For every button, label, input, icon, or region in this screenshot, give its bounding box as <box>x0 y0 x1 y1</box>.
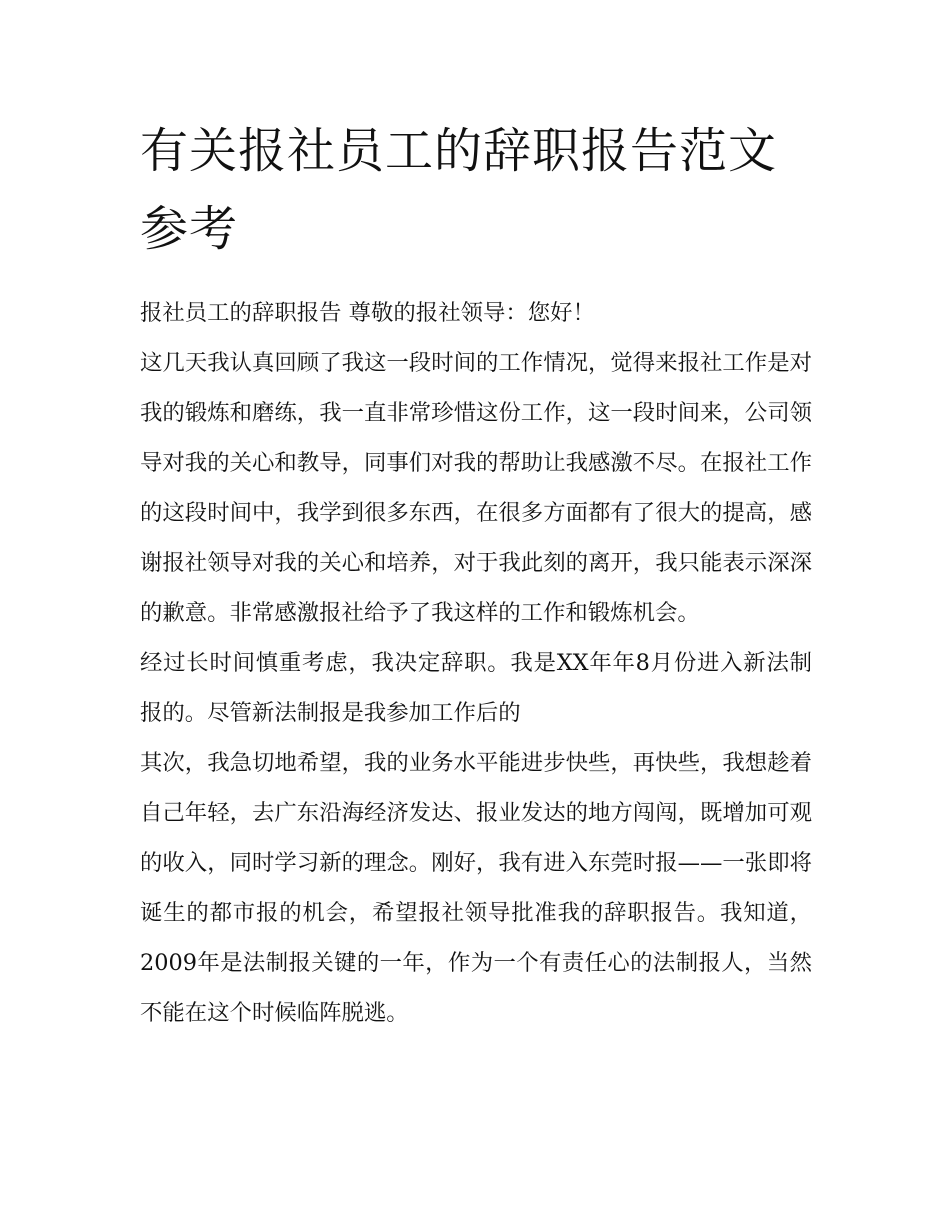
paragraph-greeting: 报社员工的辞职报告 尊敬的报社领导：您好！ <box>140 300 595 326</box>
paragraph-reasons: 其次，我急切地希望，我的业务水平能进步快些，再快些，我想趁着自己年轻，去广东沿海经济发达、报业发达的地方闯闯，既增加可观的收入，同时学习新的理念。刚好，我有进入东莞时报——一张即将诞生的都市报的机会，希望报社领导批准我的辞职报告。我知道，2009年是法制报关键的一年，作为一个有责任心的法制报人，当然不能在这个时候临阵脱逃。 <box>140 750 812 1026</box>
paragraph-decision: 经过长时间慎重考虑，我决定辞职。我是XX年年8月份进入新法制报的。尽管新法制报是我参加工作后的 <box>140 650 812 726</box>
document-body <box>140 112 812 1038</box>
paragraph-review: 这几天我认真回顾了我这一段时间的工作情况，觉得来报社工作是对我的锻炼和磨练，我一直非常珍惜这份工作，这一段时间来，公司领导对我的关心和教导，同事们对我的帮助让我感激不尽。在报社工作的这段时间中，我学到很多东西，在很多方面都有了很大的提高，感谢报社领导对我的关心和培养，对于我此刻的离开，我只能表示深深的歉意。非常感激报社给予了我这样的工作和锻炼机会。 <box>140 350 812 626</box>
document-title: 有关报社员工的辞职报告范文参考 <box>140 123 778 257</box>
